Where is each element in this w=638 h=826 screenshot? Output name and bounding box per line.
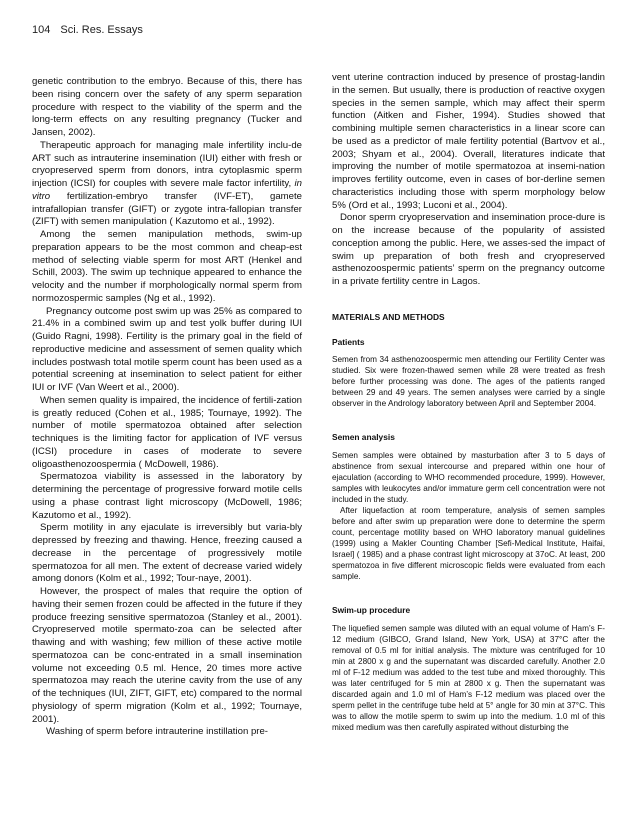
left-column bbox=[32, 76, 302, 739]
paragraph: genetic contribution to the embryo. Because of this, there has been rising concern over the safety of any sperm separation procedure with respect to the viability of the sperm and the long-term effects on any resulting pregnancy (Tucker and Jansen, 2002). bbox=[32, 76, 302, 138]
semen-analysis-text: Semen samples were obtained by masturbation after 3 to 5 days of abstinence from sexual intercourse and prepared within one hour of ejaculation (according to WHO recommended procedure, 1999). However, samples with leukocytes and/or immature germ cell concentration were not included in the study. bbox=[332, 451, 605, 504]
page-header bbox=[32, 24, 143, 36]
paragraph: vent uterine contraction induced by presence of prostag-landin in the semen. But usually, there is production of reactive oxygen species in the semen sample, which may affect their sperm function (Aitken and Fisher, 1994). Studies showed that combining multiple semen characteristics in a linear score can be used as a predictor of male fertility potential (Bartvov et al., 2003; Shyam et al., 2004). Overall, literatures indicate that improving the number of motile spermatozoa at insemi-nation improves fertility outcome, even in cases of bor-derline semen characteristics including those with sperm morphology below 5% (Ord et al., 1993; Luconi et al., 2004). bbox=[332, 72, 605, 211]
right-column bbox=[332, 72, 605, 733]
paragraph: Sperm motility in any ejaculate is irreversibly but varia-bly depressed by freezing and thawing. Hence, freezing caused a decrease in the percentage of progressively motile spermatozoa for all men. The extent of decrease varied widely among donors (Kolm et al., 1992; Tour-naye, 2001). bbox=[32, 522, 302, 585]
paragraph: When semen quality is impaired, the incidence of fertili-zation is greatly reduced (Cohen et al., 1985; Tournaye, 1992). The number of motile spermatozoa obtained after selection techniques is the limiting factor for application of IVF versus (ICSI) procedure in cases of moderate to severe oligoasthenozoospermia ( McDowell, 1986). bbox=[32, 394, 302, 470]
italic-term: in vitro bbox=[32, 178, 302, 202]
paragraph: Therapeutic approach for managing male infertility inclu-de ART such as intrauterine insemination (IUI) either with fresh or cryopreserved sperm from donors, intra cytoplasmic sperm injection (ICSI) for couples with severe male factor infertility, in vitro fertilization-embryo transfer (IVF-ET), gamete intrafallopian transfer (GIFT) or zygote intra-fallopian transfer (ZIFT) with semen manipulation ( Kazutomo et al., 1992). bbox=[32, 139, 302, 228]
semen-analysis-text: After liquefaction at room temperature, analysis of semen samples before and after swim up preparation were done to determine the sperm count, percentage motility based on WHO laboratory manual guidelines (1999) using a Makler Counting Chamber [Sefi-Medical Institute, Haifai, Israel] ( 1985) and a phase contrast light microscopy at 37oC. At least, 200 spermatozoa in five different microscopic fields were evaluated from each sample. bbox=[332, 506, 605, 581]
patients-text: Semen from 34 asthenozoospermic men attending our Fertility Center was studied. Six were frozen-thawed semen while 28 were treated as fresh before further processing was done. The ages of the patients ranged between 29 and 49 years. The semen analyses were carried by a single observer in the Andrology laboratory between April and September 2004. bbox=[332, 355, 605, 409]
swim-up-text: The liquefied semen sample was diluted with an equal volume of Ham’s F-12 medium (GIBCO, Grand Island, New York, USA) at 37°C after the removal of 0.5 ml for initial analysis. The mixture was centrifuged for 10 min at 2800 x g and the supernatant was discarded carefully. Another 2.0 ml of F-12 medium was added to the test tube and mixed thoroughly. This was later centrifuged for 5 min at 2800 x g. Then the supernatant was discarded again and 1.0 ml of Ham’s F-12 medium was placed over the sperm pellet in the centrifuge tube held at 5° angle for 30 min at 37°C. This was to allow the motile sperm to swim up into the medium. 1.0 ml of this mixed medium was then carefully aspirated without disturbing the bbox=[332, 623, 605, 732]
subsection-heading-patients: Patients bbox=[332, 336, 365, 347]
section-heading: MATERIALS AND METHODS bbox=[332, 311, 445, 322]
subsection-heading-semen-analysis: Semen analysis bbox=[332, 432, 395, 443]
paragraph: Donor sperm cryopreservation and insemination proce-dure is on the increase because of the popularity of assisted conception among the public. Here, we asses-sed the impact of swim up preparation of both fresh and cryopreserved asthenozoospermic patients’ sperm on the pregnancy outcome in a private fertility centre in Lagos. bbox=[332, 212, 605, 287]
page-number: 104 bbox=[32, 24, 51, 36]
paragraph: Spermatozoa viability is assessed in the laboratory by determining the percentage of progressive forward motile cells using a phase contrast light microscopy (McDowell, 1986; Kazutomo et al., 1992). bbox=[32, 471, 302, 521]
paragraph: Among the semen manipulation methods, swim-up preparation appears to be the most common and cheap-est method of selecting viable sperm for most ART (Henkel and Schill, 2003). The swim up technique appeared to enhance the velocity and the number if morphologically normal sperm from normozospermic samples (Ng et al., 1992). bbox=[32, 229, 302, 304]
journal-name: Sci. Res. Essays bbox=[60, 24, 143, 36]
paragraph: Pregnancy outcome post swim up was 25% as compared to 21.4% in a combined swim up and test yolk buffer during IUI (Guido Ragni, 1998). Fertility is the primary goal in the field of reproductive medicine and assessment of semen quality which includes postwash total motile sperm count has been used as a potential screening at insemination to select patient for either IUI or IVF (Van Weert et al., 2000). bbox=[32, 305, 302, 393]
paragraph: Washing of sperm before intrauterine instillation pre- bbox=[46, 726, 269, 738]
paragraph: However, the prospect of males that require the option of having their semen frozen could be affected in the future if they produce freezing sensitive spermatozoa (Stanley et al., 2001). Cryopreserved motile spermato-zoa can be selected after thawing and with washing; few million of these active motile spermatozoa can be conc-entrated in a small insemination volume not exceeding 0.5 ml. Hence, 20 times more active spermatozoa may reach the uterine cavity from the use of any of the techniques (IUI, ZIFT, GIFT, etc) compared to the normal physiology of sperm migration (Kolm et al., 1992; Tournaye, 2001). bbox=[32, 586, 302, 725]
subsection-heading-swim-up: Swim-up procedure bbox=[332, 605, 411, 615]
